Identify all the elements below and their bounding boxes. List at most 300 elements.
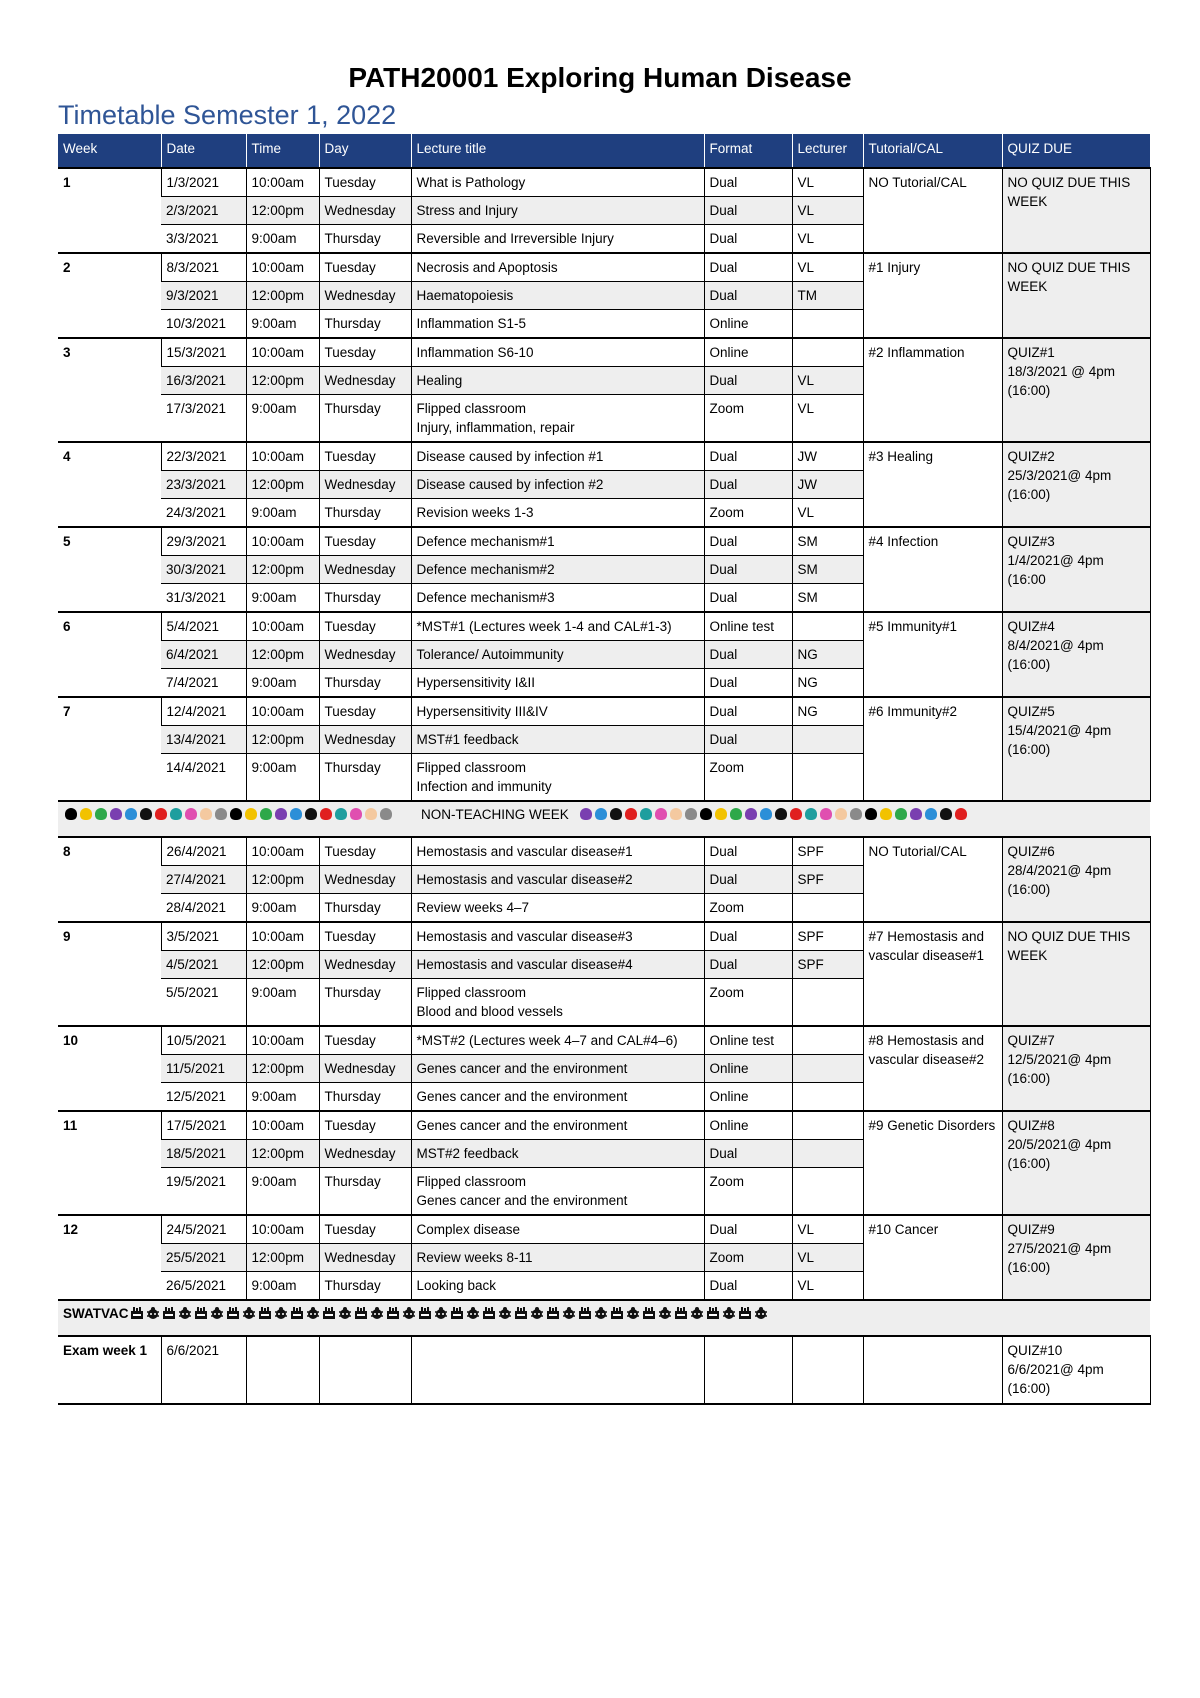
- lecture-row: [58, 527, 1150, 556]
- lecture-format: Dual: [704, 442, 792, 471]
- lecture-day: Thursday: [319, 1272, 411, 1301]
- lecture-format: Online: [704, 338, 792, 367]
- exam-quiz-due: QUIZ#10 6/6/2021@ 4pm (16:00): [1002, 1336, 1150, 1404]
- quiz-due: QUIZ#1 18/3/2021 @ 4pm (16:00): [1002, 338, 1150, 442]
- lecture-time: 9:00am: [246, 499, 319, 528]
- bug-icon: [275, 808, 287, 820]
- lecture-day: Tuesday: [319, 697, 411, 726]
- lecture-day: Tuesday: [319, 527, 411, 556]
- lecture-lecturer: SM: [792, 527, 863, 556]
- books-icon: [258, 1306, 272, 1320]
- lecture-lecturer: NG: [792, 697, 863, 726]
- books-icon: [418, 1306, 432, 1320]
- tutorial-cal: NO Tutorial/CAL: [863, 168, 1002, 253]
- quiz-due: QUIZ#7 12/5/2021@ 4pm (16:00): [1002, 1026, 1150, 1111]
- header-row: [58, 134, 1150, 168]
- lecture-row: [58, 1026, 1150, 1055]
- lecture-day: Wednesday: [319, 726, 411, 754]
- lecture-time: 10:00am: [246, 338, 319, 367]
- lecture-time: 12:00pm: [246, 1140, 319, 1168]
- lecture-title: Haematopoiesis: [411, 282, 704, 310]
- lecture-format: Zoom: [704, 499, 792, 528]
- lecture-time: 10:00am: [246, 253, 319, 282]
- lecture-time: 9:00am: [246, 979, 319, 1027]
- week-number: 10: [58, 1026, 161, 1111]
- lecture-date: 8/3/2021: [161, 253, 246, 282]
- study-bug-icon: [562, 1306, 576, 1320]
- lecture-time: 12:00pm: [246, 1244, 319, 1272]
- week-number: 7: [58, 697, 161, 801]
- books-icon: [546, 1306, 560, 1320]
- books-icon: [674, 1306, 688, 1320]
- header-time: Time: [246, 134, 319, 168]
- header-quiz: QUIZ DUE: [1002, 134, 1150, 168]
- lecture-format: Online test: [704, 1026, 792, 1055]
- lecture-date: 10/5/2021: [161, 1026, 246, 1055]
- lecture-lecturer: VL: [792, 1272, 863, 1301]
- bug-icon: [200, 808, 212, 820]
- lecture-time: 12:00pm: [246, 197, 319, 225]
- bug-icon: [365, 808, 377, 820]
- tutorial-cal: #10 Cancer: [863, 1215, 1002, 1300]
- lecture-time: 10:00am: [246, 837, 319, 866]
- books-icon: [290, 1306, 304, 1320]
- lecture-title: Defence mechanism#1: [411, 527, 704, 556]
- bug-icon: [700, 808, 712, 820]
- bug-icon: [865, 808, 877, 820]
- study-bug-icon: [722, 1306, 736, 1320]
- week-number: 12: [58, 1215, 161, 1300]
- lecture-day: Wednesday: [319, 1244, 411, 1272]
- lecture-format: Zoom: [704, 1168, 792, 1216]
- quiz-due: QUIZ#6 28/4/2021@ 4pm (16:00): [1002, 837, 1150, 922]
- empty-cell: [792, 1336, 863, 1404]
- books-icon: [386, 1306, 400, 1320]
- lecture-day: Thursday: [319, 669, 411, 698]
- lecture-format: Zoom: [704, 979, 792, 1027]
- lecture-date: 7/4/2021: [161, 669, 246, 698]
- bug-icon: [260, 808, 272, 820]
- lecture-title: *MST#1 (Lectures week 1-4 and CAL#1-3): [411, 612, 704, 641]
- lecture-format: Dual: [704, 168, 792, 197]
- tutorial-cal: #2 Inflammation: [863, 338, 1002, 442]
- bug-icon: [940, 808, 952, 820]
- lecture-title: Hemostasis and vascular disease#2: [411, 866, 704, 894]
- lecture-row: [58, 253, 1150, 282]
- lecture-lecturer: VL: [792, 395, 863, 443]
- lecture-format: Online test: [704, 612, 792, 641]
- quiz-due: NO QUIZ DUE THIS WEEK: [1002, 168, 1150, 253]
- lecture-time: 12:00pm: [246, 951, 319, 979]
- study-bug-icon: [338, 1306, 352, 1320]
- lecture-day: Tuesday: [319, 922, 411, 951]
- lecture-title: Inflammation S1-5: [411, 310, 704, 339]
- lecture-format: Online: [704, 1111, 792, 1140]
- study-bug-icon: [594, 1306, 608, 1320]
- lecture-lecturer: SPF: [792, 922, 863, 951]
- lecture-date: 2/3/2021: [161, 197, 246, 225]
- bug-icon: [775, 808, 787, 820]
- lecture-time: 10:00am: [246, 697, 319, 726]
- lecture-lecturer: SPF: [792, 866, 863, 894]
- exam-week-label: Exam week 1: [58, 1336, 161, 1404]
- books-icon: [738, 1306, 752, 1320]
- bug-icon: [170, 808, 182, 820]
- lecture-lecturer: [792, 338, 863, 367]
- books-icon: [162, 1306, 176, 1320]
- study-bug-icon: [146, 1306, 160, 1320]
- lecture-time: 9:00am: [246, 754, 319, 802]
- bug-icon: [625, 808, 637, 820]
- lecture-format: Dual: [704, 1140, 792, 1168]
- lecture-title: Stress and Injury: [411, 197, 704, 225]
- lecture-date: 14/4/2021: [161, 754, 246, 802]
- books-icon: [322, 1306, 336, 1320]
- study-bug-icon: [370, 1306, 384, 1320]
- bug-icon: [820, 808, 832, 820]
- lecture-lecturer: VL: [792, 1215, 863, 1244]
- lecture-day: Tuesday: [319, 1026, 411, 1055]
- bug-icon: [595, 808, 607, 820]
- lecture-title: Flipped classroom Injury, inflammation, repair: [411, 395, 704, 443]
- lecture-time: 9:00am: [246, 584, 319, 613]
- lecture-day: Wednesday: [319, 282, 411, 310]
- study-bug-icon: [530, 1306, 544, 1320]
- bug-icon: [925, 808, 937, 820]
- lecture-day: Wednesday: [319, 556, 411, 584]
- lecture-lecturer: [792, 979, 863, 1027]
- lecture-format: Dual: [704, 697, 792, 726]
- lecture-time: 9:00am: [246, 1168, 319, 1216]
- lecture-row: [58, 612, 1150, 641]
- lecture-day: Tuesday: [319, 1215, 411, 1244]
- lecture-time: 9:00am: [246, 1272, 319, 1301]
- lecture-row: [58, 922, 1150, 951]
- lecture-time: 10:00am: [246, 442, 319, 471]
- lecture-row: [58, 168, 1150, 197]
- lecture-format: Dual: [704, 837, 792, 866]
- lecture-day: Tuesday: [319, 1111, 411, 1140]
- lecture-date: 22/3/2021: [161, 442, 246, 471]
- lecture-date: 27/4/2021: [161, 866, 246, 894]
- lecture-lecturer: [792, 726, 863, 754]
- week-number: 5: [58, 527, 161, 612]
- lecture-title: Review weeks 8-11: [411, 1244, 704, 1272]
- empty-cell: [411, 1336, 704, 1404]
- lecture-title: Disease caused by infection #2: [411, 471, 704, 499]
- books-icon: [706, 1306, 720, 1320]
- bug-icon: [140, 808, 152, 820]
- lecture-lecturer: SM: [792, 584, 863, 613]
- lecture-day: Wednesday: [319, 951, 411, 979]
- books-icon: [450, 1306, 464, 1320]
- bug-icon: [640, 808, 652, 820]
- lecture-title: MST#2 feedback: [411, 1140, 704, 1168]
- tutorial-cal: #6 Immunity#2: [863, 697, 1002, 801]
- lecture-lecturer: VL: [792, 197, 863, 225]
- lecture-day: Thursday: [319, 1083, 411, 1112]
- header-format: Format: [704, 134, 792, 168]
- quiz-due: QUIZ#8 20/5/2021@ 4pm (16:00): [1002, 1111, 1150, 1215]
- study-bug-icon: [658, 1306, 672, 1320]
- lecture-day: Tuesday: [319, 442, 411, 471]
- bug-icon: [305, 808, 317, 820]
- week-number: 1: [58, 168, 161, 253]
- lecture-row: [58, 697, 1150, 726]
- study-bug-icon: [306, 1306, 320, 1320]
- lecture-format: Dual: [704, 669, 792, 698]
- bug-icon: [125, 808, 137, 820]
- lecture-format: Dual: [704, 556, 792, 584]
- week-number: 8: [58, 837, 161, 922]
- books-icon: [130, 1306, 144, 1320]
- lecture-date: 26/4/2021: [161, 837, 246, 866]
- week-number: 4: [58, 442, 161, 527]
- bug-icon: [670, 808, 682, 820]
- lecture-lecturer: [792, 1026, 863, 1055]
- lecture-format: Dual: [704, 866, 792, 894]
- lecture-title: Hypersensitivity I&II: [411, 669, 704, 698]
- lecture-format: Dual: [704, 641, 792, 669]
- lecture-row: [58, 1111, 1150, 1140]
- bug-icon: [350, 808, 362, 820]
- lecture-time: 12:00pm: [246, 367, 319, 395]
- study-bug-icon: [434, 1306, 448, 1320]
- study-bug-icon: [210, 1306, 224, 1320]
- lecture-day: Wednesday: [319, 1055, 411, 1083]
- books-icon: [354, 1306, 368, 1320]
- lecture-time: 12:00pm: [246, 282, 319, 310]
- bug-icon: [745, 808, 757, 820]
- bug-icon: [895, 808, 907, 820]
- lecture-time: 10:00am: [246, 1111, 319, 1140]
- lecture-lecturer: [792, 1055, 863, 1083]
- lecture-time: 9:00am: [246, 1083, 319, 1112]
- bug-icon: [95, 808, 107, 820]
- lecture-row: [58, 837, 1150, 866]
- bug-icon: [110, 808, 122, 820]
- lecture-title: Hemostasis and vascular disease#3: [411, 922, 704, 951]
- books-icon: [610, 1306, 624, 1320]
- bug-icon: [835, 808, 847, 820]
- lecture-day: Thursday: [319, 894, 411, 923]
- bug-icon: [380, 808, 392, 820]
- lecture-day: Thursday: [319, 395, 411, 443]
- lecture-day: Thursday: [319, 584, 411, 613]
- lecture-time: 12:00pm: [246, 556, 319, 584]
- lecture-date: 23/3/2021: [161, 471, 246, 499]
- lecture-lecturer: SM: [792, 556, 863, 584]
- lecture-title: Hypersensitivity III&IV: [411, 697, 704, 726]
- bug-icon: [155, 808, 167, 820]
- lecture-date: 3/5/2021: [161, 922, 246, 951]
- lecture-format: Dual: [704, 922, 792, 951]
- lecture-day: Wednesday: [319, 866, 411, 894]
- lecture-title: Healing: [411, 367, 704, 395]
- books-icon: [226, 1306, 240, 1320]
- tutorial-cal: #8 Hemostasis and vascular disease#2: [863, 1026, 1002, 1111]
- tutorial-cal: #1 Injury: [863, 253, 1002, 338]
- lecture-date: 11/5/2021: [161, 1055, 246, 1083]
- lecture-lecturer: [792, 1140, 863, 1168]
- study-bug-icon: [274, 1306, 288, 1320]
- lecture-time: 12:00pm: [246, 641, 319, 669]
- document-title: PATH20001 Exploring Human Disease: [348, 62, 852, 93]
- lecture-format: Dual: [704, 584, 792, 613]
- lecture-date: 18/5/2021: [161, 1140, 246, 1168]
- bug-icon: [850, 808, 862, 820]
- quiz-due: QUIZ#4 8/4/2021@ 4pm (16:00): [1002, 612, 1150, 697]
- lecture-date: 29/3/2021: [161, 527, 246, 556]
- lecture-day: Wednesday: [319, 1140, 411, 1168]
- lecture-date: 13/4/2021: [161, 726, 246, 754]
- lecture-format: Dual: [704, 197, 792, 225]
- lecture-title: Inflammation S6-10: [411, 338, 704, 367]
- lecture-lecturer: VL: [792, 499, 863, 528]
- lecture-format: Zoom: [704, 1244, 792, 1272]
- lecture-date: 10/3/2021: [161, 310, 246, 339]
- books-icon: [482, 1306, 496, 1320]
- lecture-day: Wednesday: [319, 367, 411, 395]
- lecture-date: 6/4/2021: [161, 641, 246, 669]
- lecture-date: 15/3/2021: [161, 338, 246, 367]
- lecture-day: Tuesday: [319, 837, 411, 866]
- lecture-date: 9/3/2021: [161, 282, 246, 310]
- tutorial-cal: NO Tutorial/CAL: [863, 837, 1002, 922]
- lecture-title: Review weeks 4–7: [411, 894, 704, 923]
- bug-icon: [245, 808, 257, 820]
- swatvac-label: SWATVAC: [63, 1306, 129, 1321]
- lecture-title: Tolerance/ Autoimmunity: [411, 641, 704, 669]
- lecture-format: Zoom: [704, 754, 792, 802]
- tutorial-cal: #4 Infection: [863, 527, 1002, 612]
- lecture-day: Thursday: [319, 310, 411, 339]
- lecture-day: Wednesday: [319, 641, 411, 669]
- lecture-title: Looking back: [411, 1272, 704, 1301]
- lecture-title: Necrosis and Apoptosis: [411, 253, 704, 282]
- lecture-title: What is Pathology: [411, 168, 704, 197]
- lecture-day: Tuesday: [319, 253, 411, 282]
- lecture-title: Defence mechanism#2: [411, 556, 704, 584]
- lecture-date: 5/5/2021: [161, 979, 246, 1027]
- lecture-date: 17/3/2021: [161, 395, 246, 443]
- empty-cell: [319, 1336, 411, 1404]
- lecture-format: Dual: [704, 225, 792, 254]
- lecture-lecturer: VL: [792, 253, 863, 282]
- header-week: Week: [58, 134, 161, 168]
- bug-icon: [655, 808, 667, 820]
- lecture-day: Tuesday: [319, 338, 411, 367]
- lecture-lecturer: SPF: [792, 951, 863, 979]
- lecture-lecturer: [792, 1111, 863, 1140]
- quiz-due: QUIZ#5 15/4/2021@ 4pm (16:00): [1002, 697, 1150, 801]
- quiz-due: QUIZ#2 25/3/2021@ 4pm (16:00): [1002, 442, 1150, 527]
- lecture-date: 5/4/2021: [161, 612, 246, 641]
- lecture-lecturer: [792, 894, 863, 923]
- books-icon: [578, 1306, 592, 1320]
- lecture-format: Dual: [704, 1272, 792, 1301]
- lecture-format: Online: [704, 1055, 792, 1083]
- bug-icon: [610, 808, 622, 820]
- lecture-title: Genes cancer and the environment: [411, 1111, 704, 1140]
- lecture-title: Genes cancer and the environment: [411, 1055, 704, 1083]
- lecture-time: 12:00pm: [246, 726, 319, 754]
- lecture-time: 9:00am: [246, 395, 319, 443]
- lecture-date: 16/3/2021: [161, 367, 246, 395]
- quiz-due: QUIZ#3 1/4/2021@ 4pm (16:00: [1002, 527, 1150, 612]
- lecture-date: 19/5/2021: [161, 1168, 246, 1216]
- lecture-day: Thursday: [319, 1168, 411, 1216]
- study-bug-icon: [402, 1306, 416, 1320]
- bug-icon: [215, 808, 227, 820]
- study-bug-icon: [754, 1306, 768, 1320]
- lecture-title: Flipped classroom Genes cancer and the environment: [411, 1168, 704, 1216]
- bug-icon: [715, 808, 727, 820]
- header-date: Date: [161, 134, 246, 168]
- lecture-row: [58, 1215, 1150, 1244]
- lecture-time: 9:00am: [246, 894, 319, 923]
- bug-icon: [685, 808, 697, 820]
- lecture-date: 12/5/2021: [161, 1083, 246, 1112]
- bug-icon: [910, 808, 922, 820]
- lecture-date: 26/5/2021: [161, 1272, 246, 1301]
- quiz-due: QUIZ#9 27/5/2021@ 4pm (16:00): [1002, 1215, 1150, 1300]
- lecture-title: Flipped classroom Blood and blood vessels: [411, 979, 704, 1027]
- lecture-lecturer: TM: [792, 282, 863, 310]
- lecture-date: 24/5/2021: [161, 1215, 246, 1244]
- lecture-format: Dual: [704, 471, 792, 499]
- lecture-title: Hemostasis and vascular disease#4: [411, 951, 704, 979]
- bug-icon: [65, 808, 77, 820]
- swatvac-cell: [58, 1300, 1150, 1336]
- week-number: 2: [58, 253, 161, 338]
- header-day: Day: [319, 134, 411, 168]
- bug-icon: [320, 808, 332, 820]
- lecture-date: 3/3/2021: [161, 225, 246, 254]
- tutorial-cal: #3 Healing: [863, 442, 1002, 527]
- bug-icon: [790, 808, 802, 820]
- week-number: 9: [58, 922, 161, 1026]
- lecture-row: [58, 442, 1150, 471]
- lecture-day: Thursday: [319, 754, 411, 802]
- timetable-table: [58, 134, 1151, 1405]
- timetable-body: [58, 168, 1150, 1404]
- lecture-day: Thursday: [319, 979, 411, 1027]
- lecture-lecturer: NG: [792, 641, 863, 669]
- lecture-day: Wednesday: [319, 197, 411, 225]
- exam-week-row: [58, 1336, 1150, 1404]
- bug-icon: [955, 808, 967, 820]
- bug-icon: [730, 808, 742, 820]
- lecture-format: Dual: [704, 527, 792, 556]
- empty-cell: [863, 1336, 1002, 1404]
- lecture-time: 10:00am: [246, 612, 319, 641]
- lecture-time: 10:00am: [246, 1215, 319, 1244]
- books-icon: [194, 1306, 208, 1320]
- study-bug-icon: [466, 1306, 480, 1320]
- empty-cell: [246, 1336, 319, 1404]
- header-lecture-title: Lecture title: [411, 134, 704, 168]
- study-bug-icon: [178, 1306, 192, 1320]
- lecture-row: [58, 338, 1150, 367]
- lecture-date: 12/4/2021: [161, 697, 246, 726]
- lecture-title: Disease caused by infection #1: [411, 442, 704, 471]
- empty-cell: [704, 1336, 792, 1404]
- lecture-time: 12:00pm: [246, 471, 319, 499]
- lecture-title: Defence mechanism#3: [411, 584, 704, 613]
- bug-icon: [760, 808, 772, 820]
- study-bug-icon: [690, 1306, 704, 1320]
